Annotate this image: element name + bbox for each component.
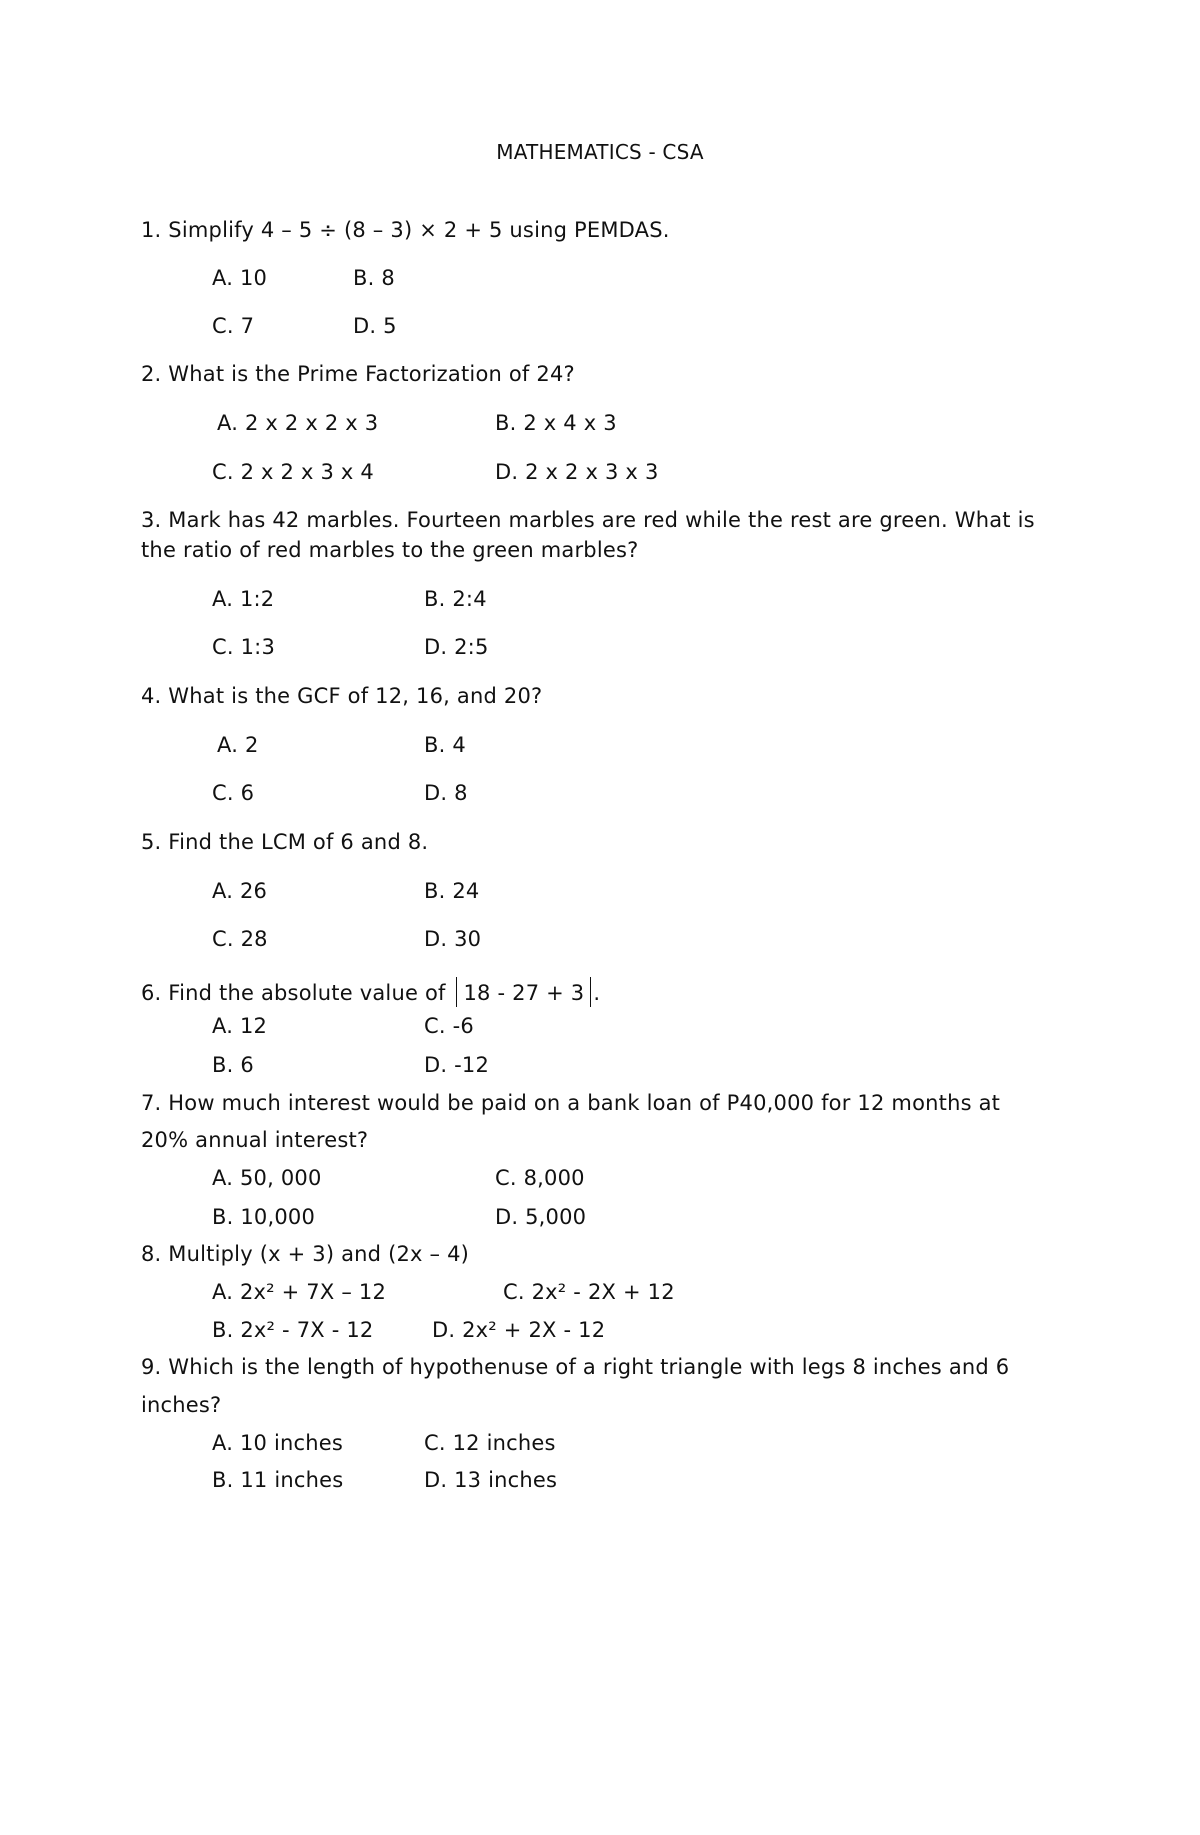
question-4-choice-a: A. 2 xyxy=(217,733,259,757)
question-8-text: 8. Multiply (x + 3) and (2x – 4) xyxy=(141,1242,470,1266)
question-1-choice-c: C. 7 xyxy=(212,314,255,338)
question-1-text: 1. Simplify 4 – 5 ÷ (8 – 3) × 2 + 5 using PEMDAS. xyxy=(141,218,670,242)
question-3-choice-c: C. 1:3 xyxy=(212,635,276,659)
absolute-value-expression: 18 - 27 + 3 xyxy=(463,981,585,1005)
question-4-choice-c: C. 6 xyxy=(212,781,255,805)
question-7-choice-d: D. 5,000 xyxy=(495,1205,587,1229)
absolute-value-bar-right xyxy=(590,977,591,1007)
question-7-text-line-2: 20% annual interest? xyxy=(141,1128,369,1152)
question-6-choice-a: A. 12 xyxy=(212,1014,268,1038)
question-6-text xyxy=(141,977,600,1007)
question-7-choice-c: C. 8,000 xyxy=(495,1166,585,1190)
question-6-text-prefix: 6. Find the absolute value of xyxy=(141,981,446,1005)
question-6-choice-b: B. 6 xyxy=(212,1053,254,1077)
question-3-text-line-2: the ratio of red marbles to the green marbles? xyxy=(141,538,639,562)
question-6-choice-c: C. -6 xyxy=(424,1014,474,1038)
question-4-choice-b: B. 4 xyxy=(424,733,466,757)
question-6-text-suffix: . xyxy=(593,981,601,1005)
question-2-choice-c: C. 2 x 2 x 3 x 4 xyxy=(212,460,374,484)
question-8-choice-b: B. 2x² - 7X - 12 xyxy=(212,1318,374,1342)
absolute-value-bar-left xyxy=(456,977,457,1007)
question-5-text: 5. Find the LCM of 6 and 8. xyxy=(141,830,429,854)
question-5-choice-c: C. 28 xyxy=(212,927,268,951)
question-7-choice-a: A. 50, 000 xyxy=(212,1166,322,1190)
question-9-choice-d: D. 13 inches xyxy=(424,1468,558,1492)
question-8-choice-a: A. 2x² + 7X – 12 xyxy=(212,1280,387,1304)
question-3-choice-a: A. 1:2 xyxy=(212,587,275,611)
page-title: MATHEMATICS - CSA xyxy=(496,140,704,164)
question-4-text: 4. What is the GCF of 12, 16, and 20? xyxy=(141,684,543,708)
question-3-text-line-1: 3. Mark has 42 marbles. Fourteen marbles are red while the rest are green. What is xyxy=(141,508,1035,532)
question-3-choice-b: B. 2:4 xyxy=(424,587,487,611)
question-1-choice-b: B. 8 xyxy=(353,266,395,290)
question-2-choice-a: A. 2 x 2 x 2 x 3 xyxy=(217,411,379,435)
question-4-choice-d: D. 8 xyxy=(424,781,468,805)
question-9-choice-b: B. 11 inches xyxy=(212,1468,344,1492)
question-9-choice-c: C. 12 inches xyxy=(424,1431,556,1455)
question-1-choice-a: A. 10 xyxy=(212,266,268,290)
question-7-choice-b: B. 10,000 xyxy=(212,1205,316,1229)
question-6-choice-d: D. -12 xyxy=(424,1053,490,1077)
question-8-choice-c: C. 2x² - 2X + 12 xyxy=(503,1280,675,1304)
question-7-text-line-1: 7. How much interest would be paid on a bank loan of P40,000 for 12 months at xyxy=(141,1091,1001,1115)
question-5-choice-b: B. 24 xyxy=(424,879,480,903)
question-9-text-line-1: 9. Which is the length of hypothenuse of a right triangle with legs 8 inches and 6 xyxy=(141,1355,1010,1379)
question-9-text-line-2: inches? xyxy=(141,1393,222,1417)
question-3-choice-d: D. 2:5 xyxy=(424,635,489,659)
question-5-choice-a: A. 26 xyxy=(212,879,268,903)
question-8-choice-d: D. 2x² + 2X - 12 xyxy=(432,1318,606,1342)
question-2-text: 2. What is the Prime Factorization of 24? xyxy=(141,362,575,386)
question-2-choice-d: D. 2 x 2 x 3 x 3 xyxy=(495,460,659,484)
question-1-choice-d: D. 5 xyxy=(353,314,397,338)
question-5-choice-d: D. 30 xyxy=(424,927,482,951)
question-9-choice-a: A. 10 inches xyxy=(212,1431,344,1455)
question-2-choice-b: B. 2 x 4 x 3 xyxy=(495,411,617,435)
